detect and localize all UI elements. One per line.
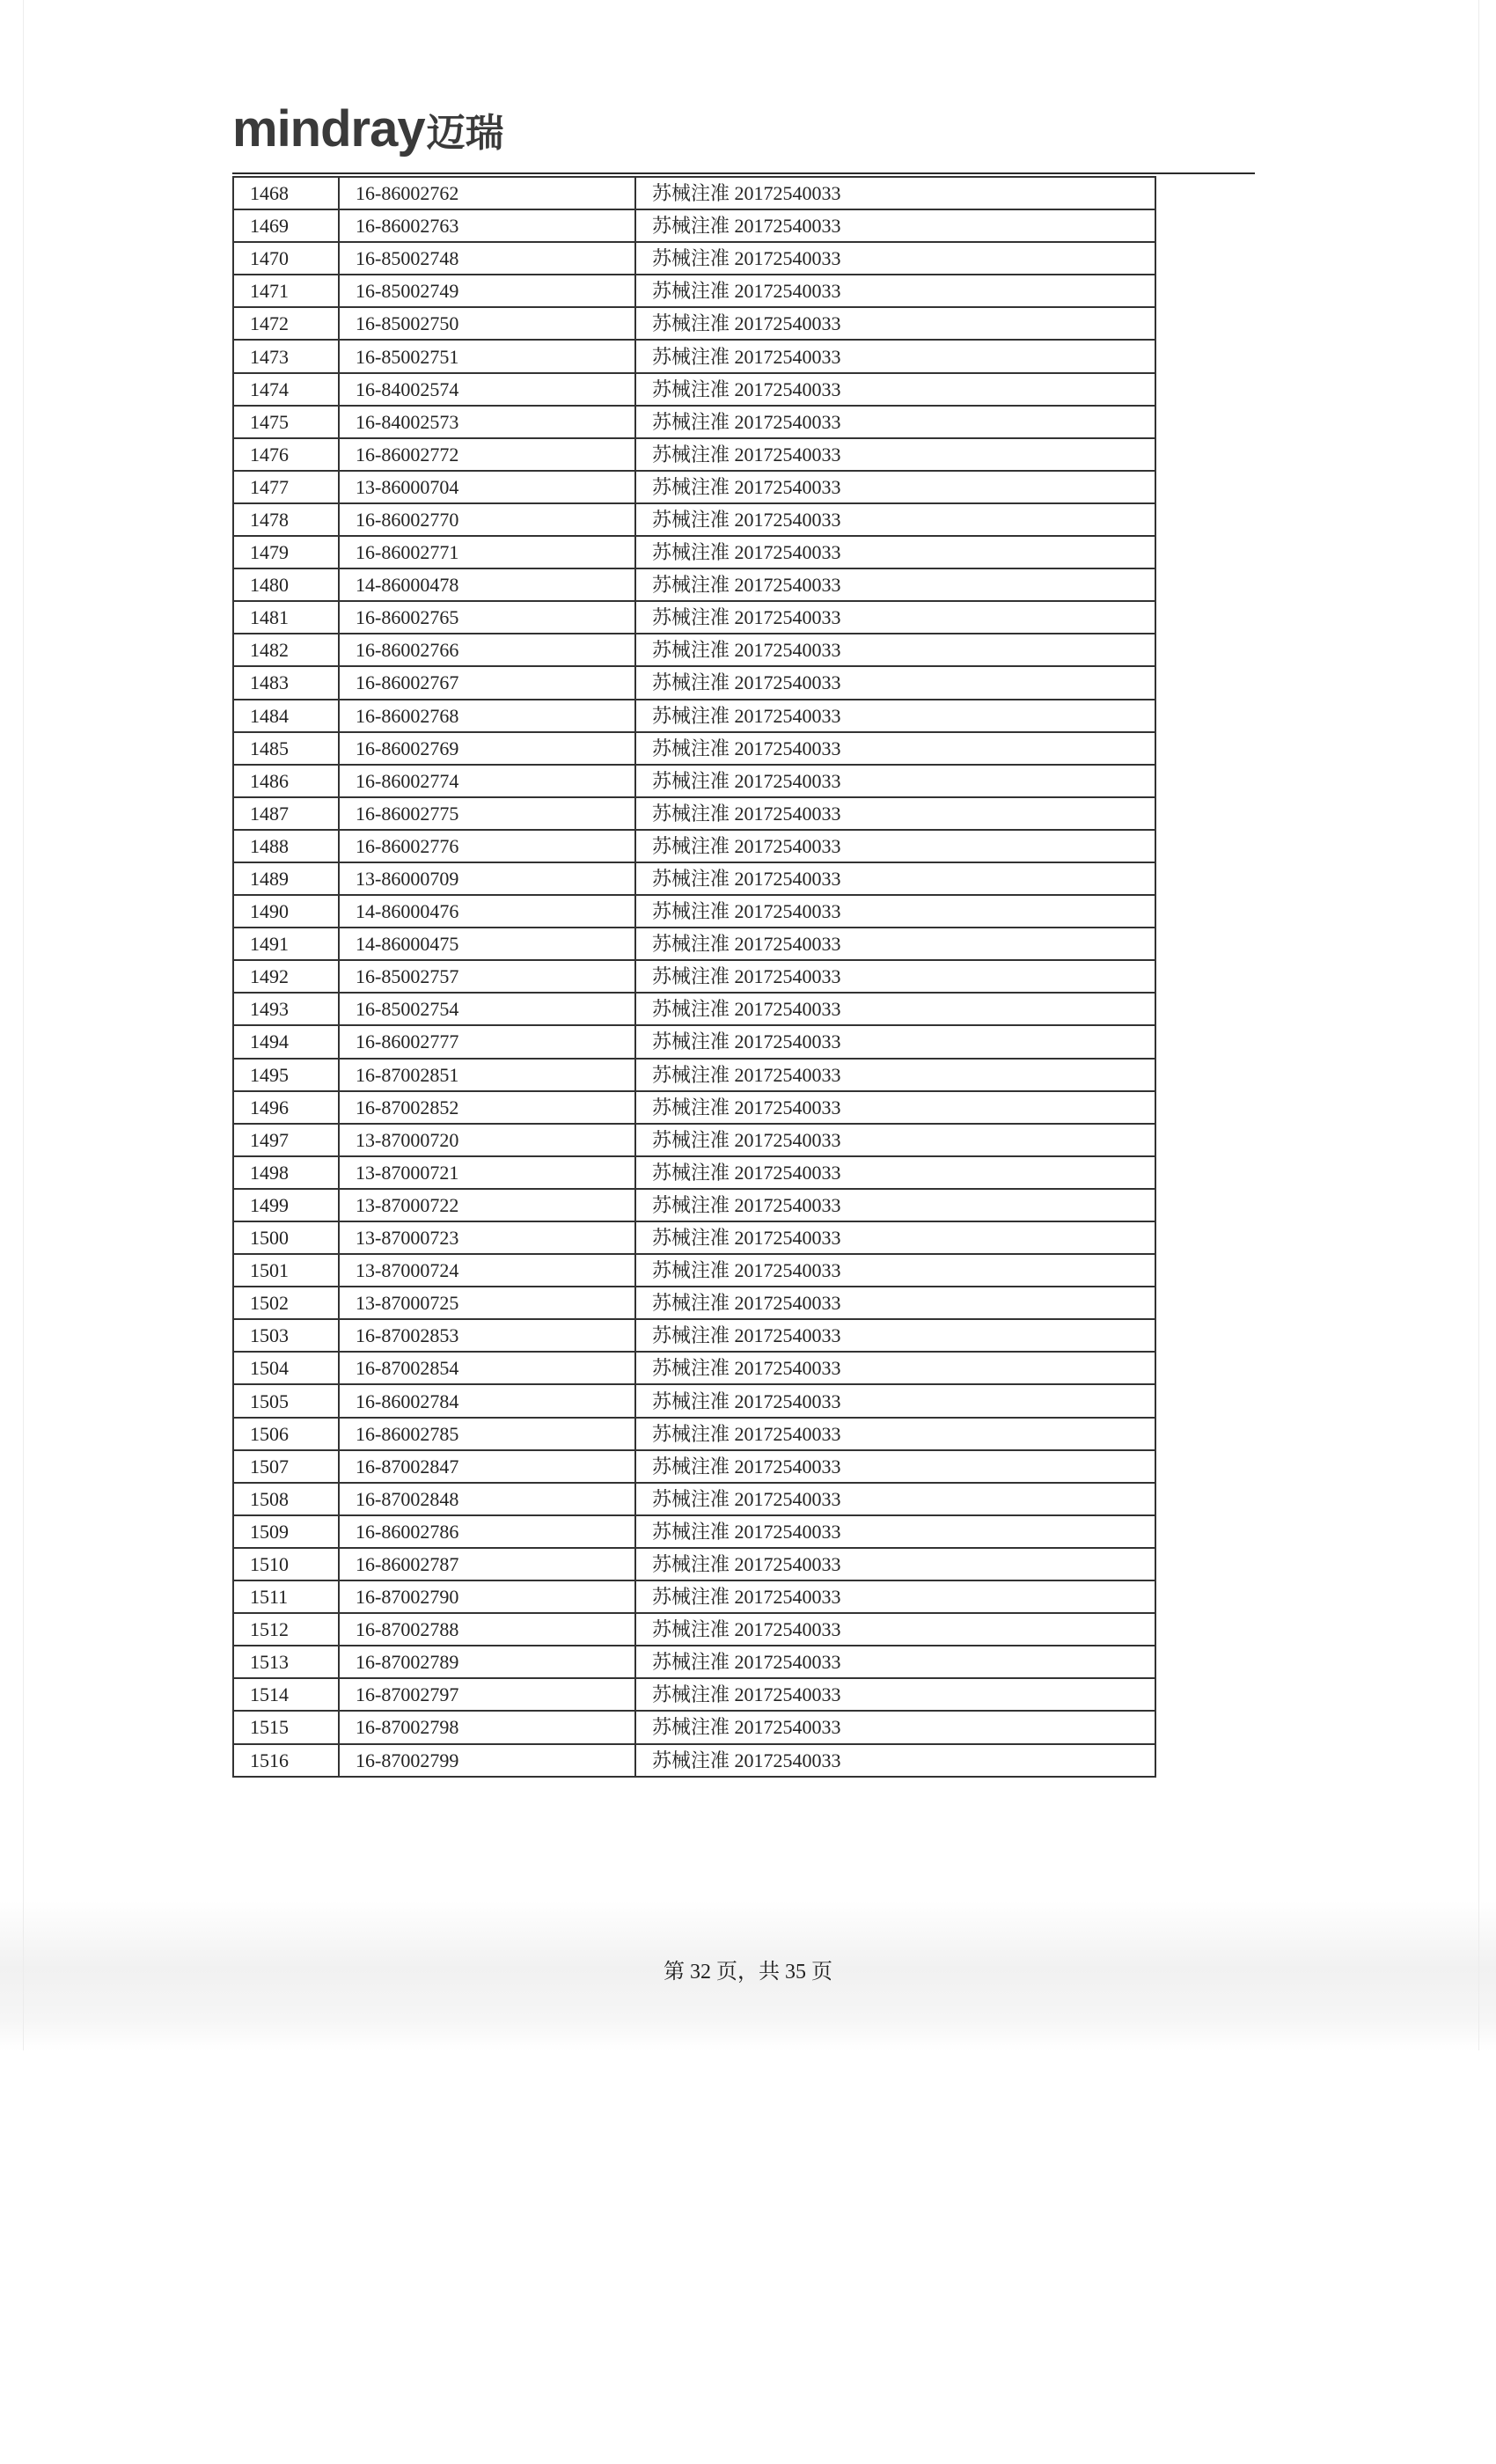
registration-number-cell: 苏械注准 20172540033: [635, 1450, 1155, 1483]
part-number-cell: 16-87002790: [339, 1580, 635, 1613]
row-index-cell: 1496: [233, 1091, 339, 1124]
row-index-cell: 1508: [233, 1483, 339, 1515]
row-index-cell: 1481: [233, 601, 339, 634]
part-number-cell: 13-86000709: [339, 862, 635, 895]
registration-number-cell: 苏械注准 20172540033: [635, 830, 1155, 862]
row-index-cell: 1468: [233, 177, 339, 209]
row-index-cell: 1478: [233, 503, 339, 536]
part-number-cell: 16-84002574: [339, 373, 635, 406]
table-row: [233, 1221, 1155, 1254]
table-row: [233, 275, 1155, 307]
registration-number-cell: 苏械注准 20172540033: [635, 700, 1155, 732]
row-index-cell: 1473: [233, 340, 339, 372]
row-index-cell: 1499: [233, 1189, 339, 1221]
table-row: [233, 568, 1155, 601]
registration-number-cell: 苏械注准 20172540033: [635, 1025, 1155, 1058]
row-index-cell: 1475: [233, 406, 339, 438]
table-row: [233, 666, 1155, 699]
table-row: [233, 960, 1155, 993]
table-row: [233, 373, 1155, 406]
part-number-cell: 16-87002853: [339, 1319, 635, 1352]
table-row: [233, 1646, 1155, 1678]
registration-number-cell: 苏械注准 20172540033: [635, 765, 1155, 797]
registration-number-cell: 苏械注准 20172540033: [635, 1156, 1155, 1189]
part-number-cell: 16-86002762: [339, 177, 635, 209]
part-number-cell: 16-87002854: [339, 1352, 635, 1384]
row-index-cell: 1472: [233, 307, 339, 340]
table-row: [233, 928, 1155, 960]
part-number-cell: 16-87002851: [339, 1059, 635, 1091]
table-row: [233, 1156, 1155, 1189]
row-index-cell: 1482: [233, 634, 339, 666]
table-row: [233, 242, 1155, 275]
registration-number-cell: 苏械注准 20172540033: [635, 1254, 1155, 1287]
part-number-cell: 16-86002777: [339, 1025, 635, 1058]
row-index-cell: 1509: [233, 1515, 339, 1548]
table-row: [233, 1418, 1155, 1450]
table-row: [233, 797, 1155, 830]
table-row: [233, 177, 1155, 209]
table-row: [233, 406, 1155, 438]
registration-number-cell: 苏械注准 20172540033: [635, 340, 1155, 372]
part-number-cell: 16-86002787: [339, 1548, 635, 1580]
table-row: [233, 471, 1155, 503]
part-number-cell: 16-86002767: [339, 666, 635, 699]
table-row: [233, 1580, 1155, 1613]
row-index-cell: 1487: [233, 797, 339, 830]
table-body: [233, 177, 1155, 1777]
part-number-cell: 16-87002799: [339, 1744, 635, 1777]
row-index-cell: 1498: [233, 1156, 339, 1189]
row-index-cell: 1485: [233, 732, 339, 765]
row-index-cell: 1515: [233, 1711, 339, 1743]
logo-chinese: 迈瑞: [426, 111, 504, 156]
part-number-cell: 16-87002788: [339, 1613, 635, 1646]
table-row: [233, 732, 1155, 765]
registration-number-cell: 苏械注准 20172540033: [635, 1189, 1155, 1221]
part-number-cell: 16-86002770: [339, 503, 635, 536]
row-index-cell: 1516: [233, 1744, 339, 1777]
table-row: [233, 1384, 1155, 1417]
part-number-cell: 14-86000476: [339, 895, 635, 928]
row-index-cell: 1506: [233, 1418, 339, 1450]
part-number-cell: 13-87000721: [339, 1156, 635, 1189]
page-footer: [0, 1954, 1496, 1984]
row-index-cell: 1490: [233, 895, 339, 928]
table-row: [233, 862, 1155, 895]
part-number-cell: 13-87000724: [339, 1254, 635, 1287]
table-row: [233, 1091, 1155, 1124]
registration-number-cell: 苏械注准 20172540033: [635, 373, 1155, 406]
registration-number-cell: 苏械注准 20172540033: [635, 1352, 1155, 1384]
row-index-cell: 1489: [233, 862, 339, 895]
row-index-cell: 1474: [233, 373, 339, 406]
registration-number-cell: 苏械注准 20172540033: [635, 307, 1155, 340]
part-number-cell: 14-86000475: [339, 928, 635, 960]
row-index-cell: 1512: [233, 1613, 339, 1646]
table-row: [233, 895, 1155, 928]
part-number-cell: 16-86002765: [339, 601, 635, 634]
row-index-cell: 1480: [233, 568, 339, 601]
part-number-cell: 16-87002789: [339, 1646, 635, 1678]
table-row: [233, 601, 1155, 634]
registration-number-cell: 苏械注准 20172540033: [635, 1515, 1155, 1548]
row-index-cell: 1479: [233, 536, 339, 568]
part-number-cell: 16-87002797: [339, 1678, 635, 1711]
table-row: [233, 1189, 1155, 1221]
table-row: [233, 634, 1155, 666]
part-number-cell: 13-87000725: [339, 1287, 635, 1319]
part-number-cell: 16-86002786: [339, 1515, 635, 1548]
row-index-cell: 1514: [233, 1678, 339, 1711]
registration-number-cell: 苏械注准 20172540033: [635, 895, 1155, 928]
row-index-cell: 1483: [233, 666, 339, 699]
table-row: [233, 1025, 1155, 1058]
part-number-cell: 16-86002785: [339, 1418, 635, 1450]
row-index-cell: 1493: [233, 993, 339, 1025]
row-index-cell: 1484: [233, 700, 339, 732]
registration-number-cell: 苏械注准 20172540033: [635, 1483, 1155, 1515]
part-number-cell: 13-87000722: [339, 1189, 635, 1221]
table-row: [233, 1711, 1155, 1743]
table-row: [233, 1059, 1155, 1091]
table-row: [233, 765, 1155, 797]
registration-number-cell: 苏械注准 20172540033: [635, 928, 1155, 960]
part-number-cell: 13-86000704: [339, 471, 635, 503]
row-index-cell: 1500: [233, 1221, 339, 1254]
registration-number-cell: 苏械注准 20172540033: [635, 862, 1155, 895]
part-number-cell: 16-87002847: [339, 1450, 635, 1483]
table-row: [233, 1254, 1155, 1287]
part-number-cell: 16-87002798: [339, 1711, 635, 1743]
table-row: [233, 1678, 1155, 1711]
registration-number-cell: 苏械注准 20172540033: [635, 1418, 1155, 1450]
row-index-cell: 1470: [233, 242, 339, 275]
part-number-cell: 16-87002848: [339, 1483, 635, 1515]
registration-number-cell: 苏械注准 20172540033: [635, 732, 1155, 765]
row-index-cell: 1507: [233, 1450, 339, 1483]
row-index-cell: 1501: [233, 1254, 339, 1287]
row-index-cell: 1503: [233, 1319, 339, 1352]
scan-edge-right: [1478, 0, 1479, 2050]
logo-wordmark: mindray: [232, 100, 425, 158]
part-number-cell: 16-85002754: [339, 993, 635, 1025]
registration-number-cell: 苏械注准 20172540033: [635, 1059, 1155, 1091]
row-index-cell: 1491: [233, 928, 339, 960]
row-index-cell: 1469: [233, 209, 339, 242]
registration-number-cell: 苏械注准 20172540033: [635, 960, 1155, 993]
table-row: [233, 1613, 1155, 1646]
row-index-cell: 1511: [233, 1580, 339, 1613]
row-index-cell: 1471: [233, 275, 339, 307]
part-number-cell: 16-85002757: [339, 960, 635, 993]
table-row: [233, 1124, 1155, 1156]
table-row: [233, 503, 1155, 536]
part-number-cell: 16-86002771: [339, 536, 635, 568]
row-index-cell: 1497: [233, 1124, 339, 1156]
part-number-cell: 13-87000723: [339, 1221, 635, 1254]
row-index-cell: 1495: [233, 1059, 339, 1091]
registration-number-cell: 苏械注准 20172540033: [635, 601, 1155, 634]
registration-number-cell: 苏械注准 20172540033: [635, 1091, 1155, 1124]
registration-number-cell: 苏械注准 20172540033: [635, 568, 1155, 601]
table-row: [233, 340, 1155, 372]
registration-number-cell: 苏械注准 20172540033: [635, 1221, 1155, 1254]
page-number: 第 32 页，共 35 页: [664, 1961, 832, 1984]
table-row: [233, 1515, 1155, 1548]
registration-number-cell: 苏械注准 20172540033: [635, 1646, 1155, 1678]
row-index-cell: 1486: [233, 765, 339, 797]
registration-number-cell: 苏械注准 20172540033: [635, 209, 1155, 242]
registration-number-cell: 苏械注准 20172540033: [635, 536, 1155, 568]
registration-number-cell: 苏械注准 20172540033: [635, 1287, 1155, 1319]
header-rule: [232, 172, 1255, 174]
registration-number-cell: 苏械注准 20172540033: [635, 993, 1155, 1025]
part-number-cell: 16-86002776: [339, 830, 635, 862]
row-index-cell: 1505: [233, 1384, 339, 1417]
table-row: [233, 1352, 1155, 1384]
row-index-cell: 1477: [233, 471, 339, 503]
table-row: [233, 1450, 1155, 1483]
part-number-cell: 16-86002768: [339, 700, 635, 732]
part-number-cell: 16-86002784: [339, 1384, 635, 1417]
table-row: [233, 209, 1155, 242]
row-index-cell: 1502: [233, 1287, 339, 1319]
registration-number-cell: 苏械注准 20172540033: [635, 275, 1155, 307]
registration-number-cell: 苏械注准 20172540033: [635, 634, 1155, 666]
part-number-cell: 16-85002748: [339, 242, 635, 275]
registration-number-cell: 苏械注准 20172540033: [635, 1711, 1155, 1743]
registration-number-cell: 苏械注准 20172540033: [635, 406, 1155, 438]
registration-number-cell: 苏械注准 20172540033: [635, 1580, 1155, 1613]
row-index-cell: 1494: [233, 1025, 339, 1058]
registration-number-cell: 苏械注准 20172540033: [635, 1548, 1155, 1580]
registration-number-cell: 苏械注准 20172540033: [635, 666, 1155, 699]
part-number-cell: 16-86002775: [339, 797, 635, 830]
table-row: [233, 1287, 1155, 1319]
part-number-cell: 16-84002573: [339, 406, 635, 438]
row-index-cell: 1504: [233, 1352, 339, 1384]
registration-number-cell: 苏械注准 20172540033: [635, 438, 1155, 471]
row-index-cell: 1510: [233, 1548, 339, 1580]
part-number-cell: 16-85002751: [339, 340, 635, 372]
part-number-cell: 13-87000720: [339, 1124, 635, 1156]
part-number-cell: 16-85002749: [339, 275, 635, 307]
table-row: [233, 700, 1155, 732]
table-row: [233, 1548, 1155, 1580]
part-number-cell: 16-86002766: [339, 634, 635, 666]
table-row: [233, 1319, 1155, 1352]
row-index-cell: 1476: [233, 438, 339, 471]
registration-number-cell: 苏械注准 20172540033: [635, 242, 1155, 275]
table-row: [233, 1744, 1155, 1777]
table-row: [233, 536, 1155, 568]
row-index-cell: 1513: [233, 1646, 339, 1678]
row-index-cell: 1492: [233, 960, 339, 993]
table-row: [233, 830, 1155, 862]
part-number-cell: 16-86002774: [339, 765, 635, 797]
registration-number-cell: 苏械注准 20172540033: [635, 1678, 1155, 1711]
part-number-cell: 16-86002769: [339, 732, 635, 765]
registration-number-cell: 苏械注准 20172540033: [635, 1384, 1155, 1417]
registration-number-cell: 苏械注准 20172540033: [635, 503, 1155, 536]
header-logo: [232, 99, 504, 160]
part-number-cell: 14-86000478: [339, 568, 635, 601]
registration-number-cell: 苏械注准 20172540033: [635, 177, 1155, 209]
scan-edge-left: [23, 0, 24, 2050]
table-row: [233, 993, 1155, 1025]
registration-number-cell: 苏械注准 20172540033: [635, 471, 1155, 503]
table-row: [233, 307, 1155, 340]
registration-number-cell: 苏械注准 20172540033: [635, 797, 1155, 830]
registration-number-cell: 苏械注准 20172540033: [635, 1744, 1155, 1777]
part-number-cell: 16-86002772: [339, 438, 635, 471]
table-row: [233, 438, 1155, 471]
registration-table: [232, 176, 1156, 1778]
registration-number-cell: 苏械注准 20172540033: [635, 1124, 1155, 1156]
row-index-cell: 1488: [233, 830, 339, 862]
part-number-cell: 16-87002852: [339, 1091, 635, 1124]
part-number-cell: 16-86002763: [339, 209, 635, 242]
table-row: [233, 1483, 1155, 1515]
registration-number-cell: 苏械注准 20172540033: [635, 1613, 1155, 1646]
registration-number-cell: 苏械注准 20172540033: [635, 1319, 1155, 1352]
part-number-cell: 16-85002750: [339, 307, 635, 340]
